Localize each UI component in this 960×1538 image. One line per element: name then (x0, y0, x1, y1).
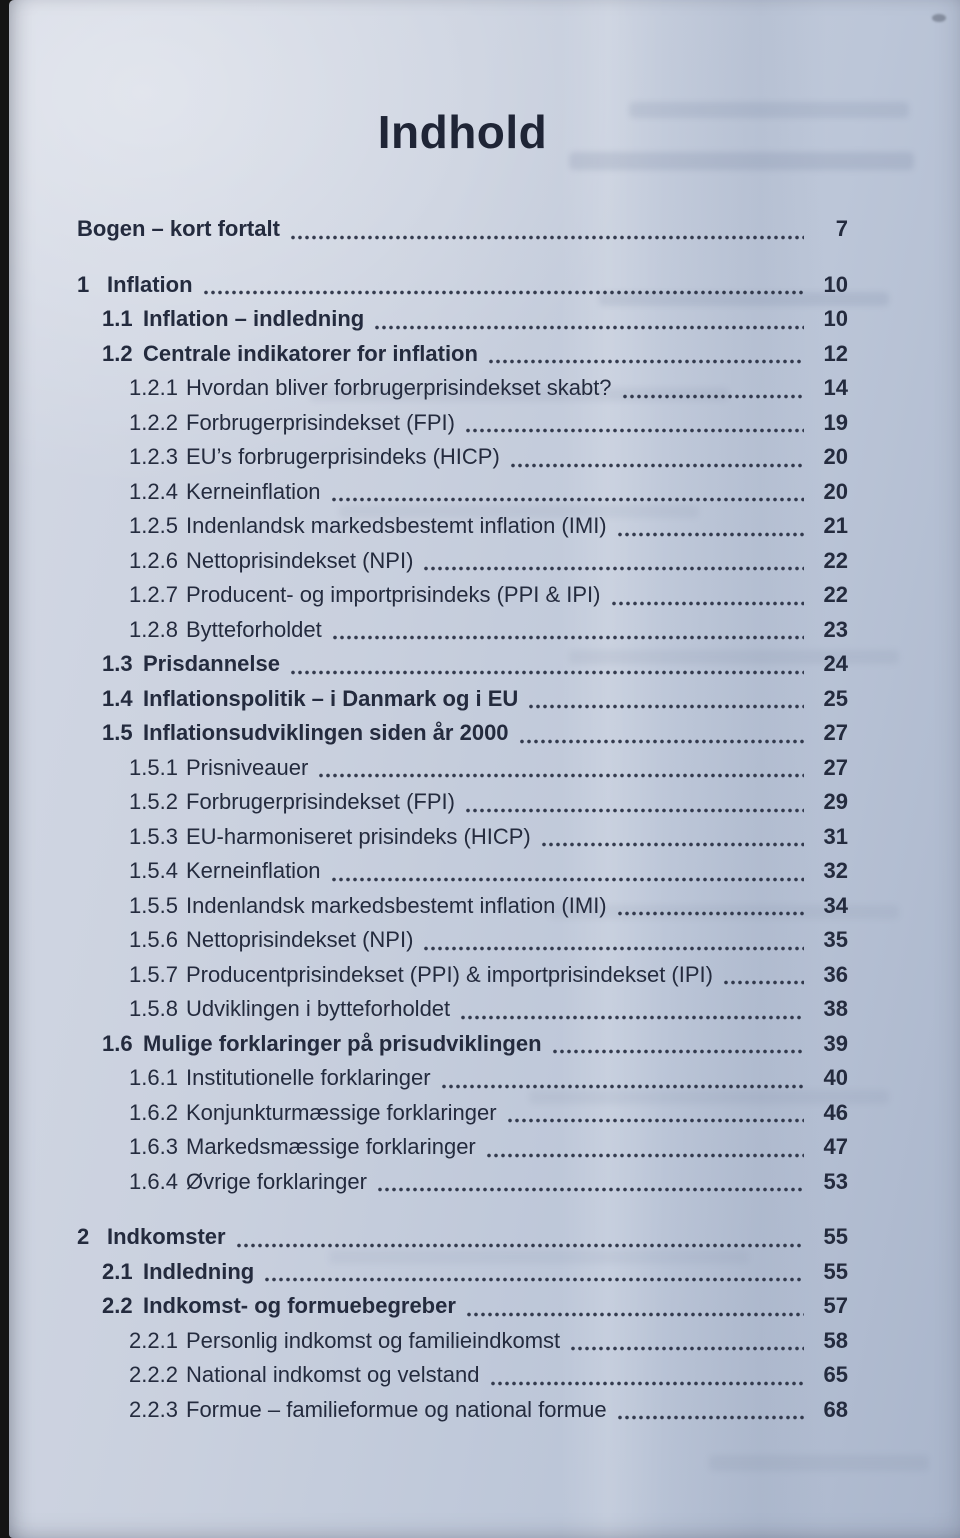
dot-leader (466, 1311, 804, 1318)
toc-entry (77, 1289, 848, 1324)
dot-leader (290, 234, 804, 241)
toc-entry (77, 212, 848, 247)
dot-leader (290, 669, 804, 676)
toc-entry-label: Inflationspolitik – i Danmark og i EU (143, 685, 519, 711)
toc-entry-number: 1.6 (102, 1030, 133, 1056)
toc-entry (77, 1027, 848, 1062)
toc-entry-page-number: 68 (823, 1396, 848, 1422)
toc-entry (77, 1393, 848, 1428)
toc-entry-label: Personlig indkomst og familieindkomst (186, 1327, 561, 1353)
toc-entry-label: Indkomster (107, 1224, 226, 1249)
toc-entry-page-number: 23 (823, 616, 848, 642)
toc-entry-page-number: 57 (823, 1293, 848, 1318)
toc-entry-page-number: 58 (823, 1327, 848, 1353)
toc-entry-label: Kerneinflation (186, 858, 321, 883)
toc-entry-number: 2.2.2 (129, 1362, 178, 1387)
toc-entry-page-number: 31 (823, 823, 848, 849)
toc-entry-label: Prisniveauer (186, 754, 309, 780)
dot-leader (423, 565, 804, 572)
toc-entry-label: Inflation – indledning (143, 306, 365, 331)
toc-entry (77, 578, 848, 613)
toc-entry-label: Inflation (107, 271, 193, 297)
dot-leader (611, 600, 805, 607)
dot-leader (465, 427, 804, 434)
toc-entry-label: Forbrugerprisindekset (FPI) (186, 409, 455, 435)
toc-entry-page-number: 34 (823, 892, 848, 918)
toc-entry-page-number: 19 (823, 409, 848, 435)
toc-entry (77, 958, 848, 993)
toc-entry-number: 1.6.4 (129, 1168, 178, 1194)
toc-entry-page-number: 46 (823, 1099, 848, 1125)
toc-entry-page-number: 22 (823, 547, 848, 573)
toc-entry-number: 1.5.3 (129, 823, 178, 849)
toc-entry (77, 440, 848, 475)
toc-entry-page-number: 24 (823, 651, 848, 676)
dot-leader (541, 841, 804, 848)
toc-entry (77, 1130, 848, 1165)
toc-content (9, 0, 960, 1427)
dot-leader (332, 634, 804, 641)
toc-entry-number: 1.1 (102, 306, 133, 331)
dot-leader (519, 738, 804, 745)
toc-entry (77, 475, 848, 510)
toc-entry-number: 1.2.8 (129, 616, 178, 642)
toc-entry (77, 923, 848, 958)
dot-leader (617, 531, 804, 538)
toc-entry-label: Hvordan bliver forbrugerprisindekset skabt? (186, 375, 612, 400)
toc-entry-number: 1.5.7 (129, 961, 178, 987)
dot-leader (723, 979, 804, 986)
toc-entry-page-number: 36 (823, 961, 848, 987)
toc-entry-label: Producentprisindekset (PPI) & importprisindekset (IPI) (186, 961, 713, 987)
toc-entry (77, 820, 848, 855)
toc-entry-number: 1.5.1 (129, 754, 178, 780)
toc-entry-page-number: 27 (823, 754, 848, 780)
dot-leader (441, 1083, 804, 1090)
dot-leader (331, 876, 804, 883)
dot-leader (236, 1242, 804, 1249)
toc-entry-page-number: 53 (823, 1168, 848, 1194)
toc-entry (77, 1324, 848, 1359)
toc-entry-page-number: 65 (823, 1362, 848, 1387)
toc-entry (77, 1165, 848, 1200)
dot-leader (617, 1414, 804, 1421)
dot-leader (331, 496, 804, 503)
toc-entry (77, 751, 848, 786)
toc-entry-page-number: 10 (823, 306, 848, 331)
toc-entry (77, 509, 848, 544)
toc-entry-page-number: 35 (823, 927, 848, 952)
page-title: Indhold (377, 106, 548, 158)
toc-entry-number: 1.2.1 (129, 375, 178, 400)
toc-entry (77, 785, 848, 820)
toc-entry (77, 406, 848, 441)
toc-entry (77, 1061, 848, 1096)
toc-entry-page-number: 40 (823, 1065, 848, 1090)
toc-entry-label: Forbrugerprisindekset (FPI) (186, 789, 455, 814)
toc-entry-page-number: 22 (823, 582, 848, 607)
toc-entry-number: 2.2.1 (129, 1327, 178, 1353)
toc-entry-page-number: 21 (823, 513, 848, 538)
toc-entry-label: Inflationsudviklingen siden år 2000 (143, 720, 509, 745)
toc-entry-number: 1.5 (102, 720, 133, 745)
toc-entry-page-number: 10 (823, 271, 848, 297)
toc-entry-number: 1.2.6 (129, 547, 178, 573)
toc-entry-page-number: 38 (823, 996, 848, 1021)
toc-entry-number: 1.6.2 (129, 1099, 178, 1125)
toc-entry (77, 337, 848, 372)
toc-entry-label: Formue – familieformue og national formue (186, 1396, 607, 1422)
toc-entry (77, 1220, 848, 1255)
toc-entry-number: 2.1 (102, 1258, 133, 1284)
dot-leader (203, 289, 804, 296)
toc-entry-page-number: 47 (823, 1134, 848, 1159)
dot-leader (488, 358, 804, 365)
toc-entry-label: Producent- og importprisindeks (PPI & IPI) (186, 582, 601, 607)
toc-entry-label: Centrale indikatorer for inflation (143, 340, 478, 366)
toc-entry-label: Markedsmæssige forklaringer (186, 1134, 476, 1159)
dot-leader (617, 910, 804, 917)
toc-entry-label: EU’s forbrugerprisindeks (HICP) (186, 444, 500, 469)
dot-leader (264, 1276, 804, 1283)
toc-entry-label: Institutionelle forklaringer (186, 1065, 431, 1090)
toc-entry-label: Konjunkturmæssige forklaringer (186, 1099, 497, 1125)
dot-leader (570, 1345, 804, 1352)
toc-entry-label: Kerneinflation (186, 478, 321, 504)
book-page (9, 0, 960, 1538)
toc-entry-number: 1.5.5 (129, 892, 178, 918)
toc-entry (77, 647, 848, 682)
dot-leader (374, 324, 804, 331)
toc-entry (77, 613, 848, 648)
toc-entry-number: 1.6.1 (129, 1065, 178, 1090)
toc-entry-label: Indenlandsk markedsbestemt inflation (IMI) (186, 892, 607, 918)
dot-leader (510, 462, 804, 469)
toc-entry-number: 1.2 (102, 340, 133, 366)
toc-entry-page-number: 39 (823, 1030, 848, 1056)
dot-leader (490, 1380, 805, 1387)
toc-entry-number: 1.6.3 (129, 1134, 178, 1159)
toc-entry-page-number: 25 (823, 685, 848, 711)
toc-entry-number: 2.2 (102, 1293, 133, 1318)
toc-entry-label: Nettoprisindekset (NPI) (186, 547, 414, 573)
toc-entry-label: Indenlandsk markedsbestemt inflation (IMI) (186, 513, 607, 538)
toc-entry-number: 2.2.3 (129, 1396, 178, 1422)
toc-entry-label: National indkomst og velstand (186, 1362, 480, 1387)
toc-entry-page-number: 20 (823, 444, 848, 469)
dot-leader (318, 772, 804, 779)
toc-entry-label: Bogen – kort fortalt (77, 216, 280, 241)
toc-entry (77, 716, 848, 751)
toc-entry (77, 889, 848, 924)
toc-entry-page-number: 29 (823, 789, 848, 814)
bleed-through-artifact (709, 1455, 929, 1471)
toc-entry-label: Bytteforholdet (186, 616, 322, 642)
toc-entry-page-number: 20 (823, 478, 848, 504)
toc-entry (77, 302, 848, 337)
toc-entry (77, 1358, 848, 1393)
dot-leader (552, 1048, 804, 1055)
toc-entry-number: 1.2.2 (129, 409, 178, 435)
toc-entry-number: 1.2.7 (129, 582, 178, 607)
toc-entry-label: Nettoprisindekset (NPI) (186, 927, 414, 952)
toc-entry-number: 1 (77, 271, 90, 297)
toc-entry-number: 1.2.4 (129, 478, 178, 504)
toc-entry-label: Mulige forklaringer på prisudviklingen (143, 1030, 542, 1056)
toc-entry-number: 1.3 (102, 651, 133, 676)
toc-entry (77, 1255, 848, 1290)
dot-leader (528, 703, 804, 710)
toc-entry (77, 268, 848, 303)
toc-entry-number: 1.5.8 (129, 996, 178, 1021)
toc-entry-number: 1.5.2 (129, 789, 178, 814)
toc-entry-page-number: 27 (823, 720, 848, 745)
toc-entry-label: Indledning (143, 1258, 255, 1284)
toc-entry-number: 2 (77, 1224, 90, 1249)
toc-entry-label: Udviklingen i bytteforholdet (186, 996, 451, 1021)
toc-entry-label: Øvrige forklaringer (186, 1168, 367, 1194)
toc-entry-page-number: 55 (823, 1258, 848, 1284)
toc-entry (77, 854, 848, 889)
toc-entry-number: 1.5.4 (129, 858, 178, 883)
toc-entry (77, 992, 848, 1027)
toc-entry-number: 1.5.6 (129, 927, 178, 952)
dot-leader (423, 945, 804, 952)
toc-entry-page-number: 14 (823, 375, 848, 400)
toc-entry-label: EU-harmoniseret prisindeks (HICP) (186, 823, 531, 849)
toc-list (77, 212, 848, 1427)
toc-entry-number: 1.2.3 (129, 444, 178, 469)
dot-leader (507, 1117, 804, 1124)
dot-leader (460, 1014, 804, 1021)
toc-entry (77, 682, 848, 717)
toc-entry-page-number: 55 (823, 1224, 848, 1249)
toc-entry (77, 371, 848, 406)
toc-entry (77, 544, 848, 579)
dot-leader (465, 807, 804, 814)
dot-leader (377, 1186, 804, 1193)
toc-entry-label: Indkomst- og formuebegreber (143, 1293, 456, 1318)
toc-entry-page-number: 32 (823, 858, 848, 883)
toc-entry-label: Prisdannelse (143, 651, 280, 676)
toc-entry (77, 1096, 848, 1131)
toc-entry-page-number: 12 (823, 340, 848, 366)
toc-entry-page-number: 7 (835, 216, 848, 241)
toc-entry-number: 1.4 (102, 685, 133, 711)
toc-entry-number: 1.2.5 (129, 513, 178, 538)
dot-leader (486, 1152, 804, 1159)
dot-leader (622, 393, 804, 400)
